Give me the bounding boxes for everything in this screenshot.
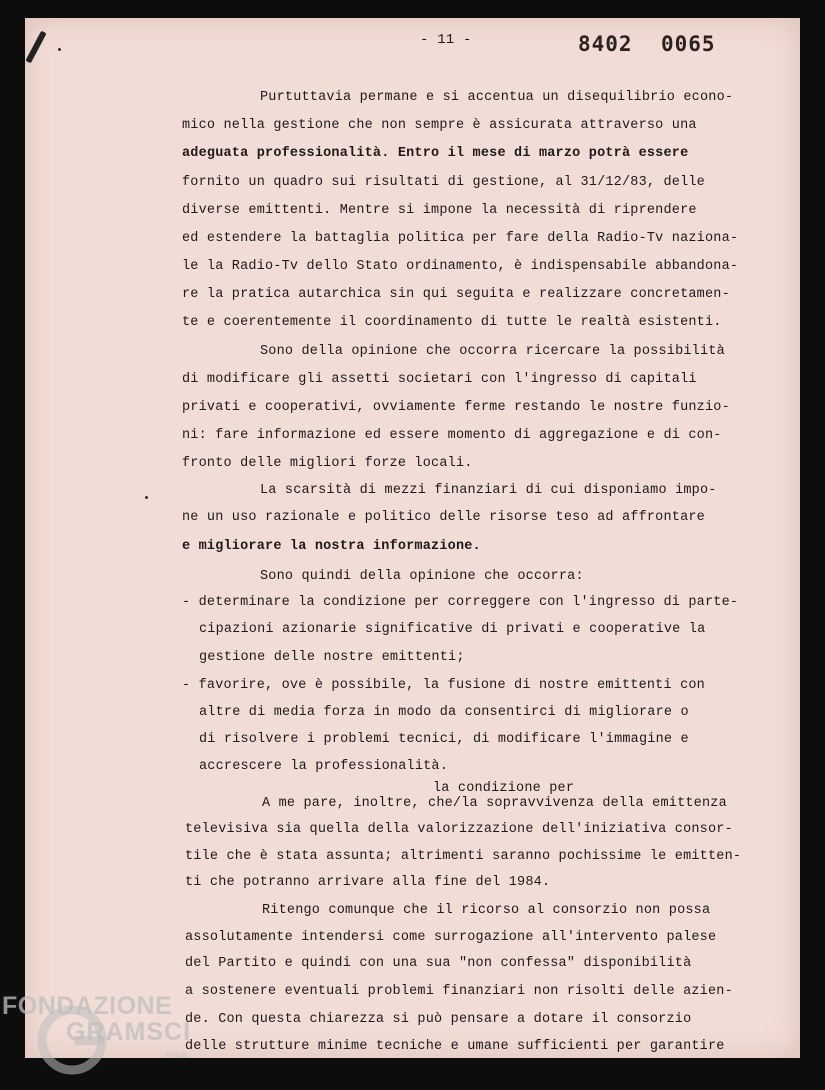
text-line: adeguata professionalità. Entro il mese di marzo potrà essere (182, 146, 689, 161)
text-line: delle strutture minime tecniche e umane sufficienti per garantire (185, 1039, 725, 1054)
text-line: ed estendere la battaglia politica per fare della Radio-Tv naziona- (182, 231, 739, 246)
text-line: di modificare gli assetti societari con l'ingresso di capitali (182, 372, 697, 387)
page-number: - 11 - (420, 32, 472, 48)
text-line: tile che è stata assunta; altrimenti saranno pochissime le emitten- (185, 849, 742, 864)
text-line: fronto delle migliori forze locali. (182, 456, 473, 471)
archive-code-2: 0065 (661, 32, 716, 56)
text-line: Ritengo comunque che il ricorso al consorzio non possa (262, 903, 711, 918)
text-line: televisiva sia quella della valorizzazione dell'iniziativa consor- (185, 822, 733, 837)
ink-dot (58, 48, 61, 51)
list-item-line: accrescere la professionalità. (199, 759, 449, 774)
text-line: mico nella gestione che non sempre è assicurata attraverso una (182, 118, 697, 133)
pen-stroke-mark (25, 31, 46, 64)
list-item-line: - favorire, ove è possibile, la fusione di nostre emittenti con (182, 678, 705, 693)
text-line: del Partito e quindi con una sua "non confessa" disponibilità (185, 956, 692, 971)
fondazione-gramsci-watermark (2, 986, 232, 1076)
watermark-line-1: FONDAZIONE (2, 992, 173, 1020)
text-line: A me pare, inoltre, che/la sopravvivenza della emittenza (262, 796, 727, 811)
text-line: assolutamente intendersi come surrogazione all'intervento palese (185, 930, 717, 945)
text-line: le la Radio-Tv dello Stato ordinamento, è indispensabile abbandona- (182, 259, 739, 274)
text-line: privati e cooperativi, ovviamente ferme restando le nostre funzio- (182, 400, 730, 415)
typed-insertion: la condizione per (433, 781, 575, 796)
watermark-line-2: GRAMSCI (66, 1018, 192, 1046)
text-line: ni: fare informazione ed essere momento di aggregazione e di con- (182, 428, 722, 443)
list-item-line: di risolvere i problemi tecnici, di modificare l'immagine e (199, 732, 689, 747)
text-line: ti che potranno arrivare alla fine del 1984. (185, 875, 551, 890)
text-line: a sostenere eventuali problemi finanziari non risolti delle azien- (185, 984, 733, 999)
list-item-line: - determinare la condizione per correggere con l'ingresso di parte- (182, 595, 739, 610)
list-item-line: altre di media forza in modo da consentirci di migliorare o (199, 705, 689, 720)
list-item-line: gestione delle nostre emittenti; (199, 650, 465, 665)
archive-code-1: 8402 (578, 32, 633, 56)
text-line: te e coerentemente il coordinamento di tutte le realtà esistenti. (182, 315, 722, 330)
text-line: Sono della opinione che occorra ricercare la possibilità (260, 344, 725, 359)
watermark-line-3: onlus (166, 1050, 188, 1060)
text-line: Purtuttavia permane e si accentua un disequilibrio econo- (260, 90, 734, 105)
text-line: Sono quindi della opinione che occorra: (260, 569, 584, 584)
text-line: re la pratica autarchica sin qui seguita e realizzare concretamen- (182, 287, 730, 302)
text-line: La scarsità di mezzi finanziari di cui disponiamo impo- (260, 483, 717, 498)
text-line: de. Con questa chiarezza si può pensare a dotare il consorzio (185, 1012, 692, 1027)
list-item-line: cipazioni azionarie significative di privati e cooperative la (199, 622, 706, 637)
text-line: ne un uso razionale e politico delle risorse teso ad affrontare (182, 510, 705, 525)
ink-dot (145, 496, 148, 499)
text-line: diverse emittenti. Mentre si impone la necessità di riprendere (182, 203, 697, 218)
document-page (25, 18, 800, 1058)
text-line: e migliorare la nostra informazione. (182, 539, 481, 554)
text-line: fornito un quadro sui risultati di gestione, al 31/12/83, delle (182, 175, 705, 190)
